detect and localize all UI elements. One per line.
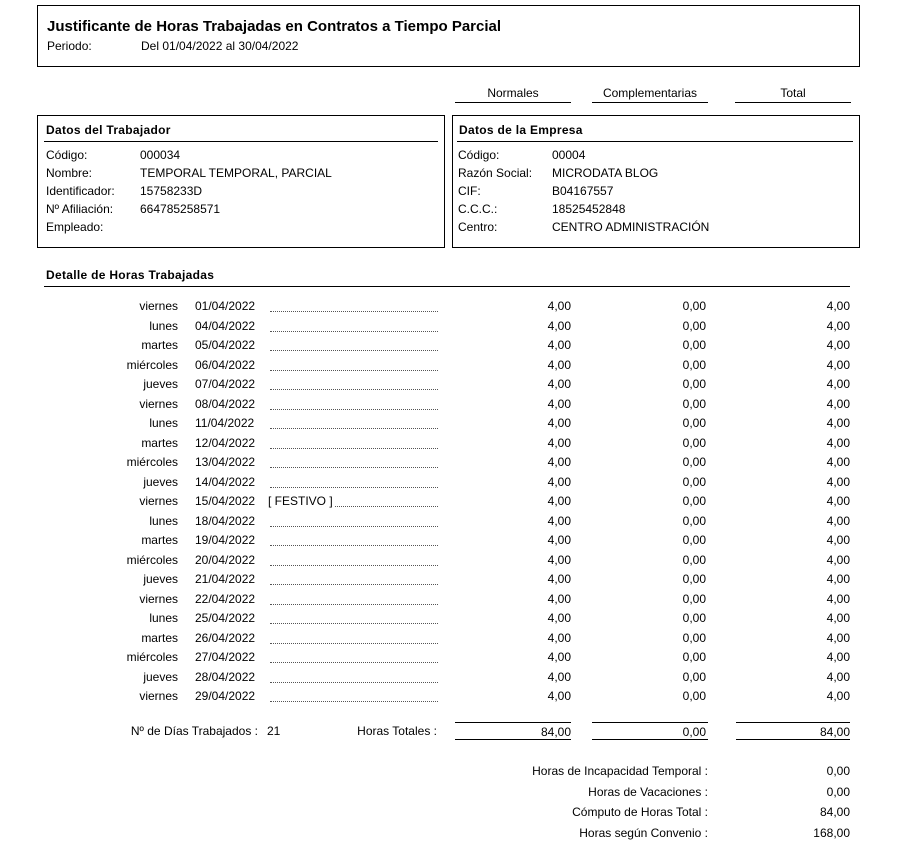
- row-dotted-leader: [270, 311, 438, 312]
- row-normales: 4,00: [547, 299, 571, 313]
- company-section-title: Datos de la Empresa: [459, 123, 583, 137]
- company-field-label: Razón Social:: [458, 166, 533, 180]
- row-total: 4,00: [826, 494, 850, 508]
- total-hours-label: Horas Totales :: [357, 724, 437, 738]
- row-normales: 4,00: [547, 572, 571, 586]
- column-header-total: Total: [780, 86, 806, 100]
- total-complementarias: 0,00: [682, 725, 706, 739]
- company-field-value: CENTRO ADMINISTRACIÓN: [552, 220, 710, 234]
- row-total: 4,00: [826, 513, 850, 528]
- row-dotted-leader: [270, 526, 438, 527]
- row-total: 4,00: [826, 357, 850, 372]
- detail-title-divider: [44, 286, 850, 287]
- summary-label: Horas de Vacaciones :: [588, 784, 708, 799]
- row-dotted-leader: [270, 701, 438, 702]
- row-day: miércoles: [126, 455, 178, 469]
- row-dotted-leader: [270, 623, 438, 624]
- row-total: 4,00: [826, 572, 850, 586]
- row-day: viernes: [139, 689, 178, 703]
- row-dotted-leader: [270, 467, 438, 468]
- worker-box: [37, 115, 445, 248]
- row-day: jueves: [143, 669, 178, 684]
- table-row: [0, 299, 902, 319]
- row-complementarias: 0,00: [682, 377, 706, 391]
- row-date: 22/04/2022: [195, 591, 256, 606]
- row-normales: 4,00: [547, 474, 571, 489]
- worker-field-value: 15758233D: [140, 184, 203, 198]
- table-row: [0, 592, 902, 612]
- row-total: 4,00: [826, 533, 850, 547]
- table-row: [0, 572, 902, 592]
- row-day: viernes: [139, 494, 178, 508]
- table-row: [0, 397, 902, 417]
- days-worked-label: Nº de Días Trabajados :: [130, 724, 258, 738]
- row-complementarias: 0,00: [682, 455, 706, 469]
- table-row: [0, 416, 902, 436]
- row-complementarias: 0,00: [682, 630, 706, 645]
- worker-field-value: TEMPORAL TEMPORAL, PARCIAL: [140, 166, 332, 180]
- row-dotted-leader: [270, 331, 438, 332]
- table-row: [0, 689, 902, 709]
- row-normales: 4,00: [547, 591, 571, 606]
- row-total: 4,00: [826, 591, 850, 606]
- row-total: 4,00: [826, 318, 850, 333]
- company-field-label: CIF:: [458, 184, 481, 198]
- row-total: 4,00: [826, 396, 850, 411]
- row-total: 4,00: [826, 474, 850, 489]
- row-complementarias: 0,00: [682, 357, 706, 372]
- summary-label: Horas de Incapacidad Temporal :: [532, 764, 708, 778]
- column-header-complementarias-underline: [592, 102, 708, 103]
- row-day: martes: [141, 435, 178, 450]
- summary-value: 84,00: [819, 805, 850, 819]
- detail-section-title: Detalle de Horas Trabajadas: [46, 268, 215, 282]
- row-dotted-leader: [270, 487, 438, 488]
- row-day: jueves: [143, 474, 178, 489]
- row-date: 25/04/2022: [195, 611, 256, 625]
- row-normales: 4,00: [547, 513, 571, 528]
- table-row: [0, 650, 902, 670]
- row-complementarias: 0,00: [682, 416, 706, 430]
- row-day: viernes: [139, 299, 178, 313]
- row-normales: 4,00: [547, 494, 571, 508]
- row-note: [ FESTIVO ]: [268, 494, 333, 508]
- row-normales: 4,00: [547, 435, 571, 450]
- table-row: [0, 338, 902, 358]
- row-date: 13/04/2022: [195, 455, 256, 469]
- summary-label: Horas según Convenio :: [579, 825, 708, 840]
- row-day: lunes: [149, 513, 178, 528]
- row-dotted-leader: [270, 448, 438, 449]
- totals-normales-line: [455, 722, 571, 723]
- row-day: jueves: [143, 572, 178, 586]
- totals-normales-bottom-line: [455, 739, 571, 740]
- company-field-value: B04167557: [552, 184, 614, 198]
- header-box: [37, 5, 860, 67]
- table-row: [0, 514, 902, 534]
- column-header-complementarias: Complementarias: [602, 86, 698, 100]
- company-title-divider: [457, 141, 853, 142]
- row-dotted-leader: [270, 370, 438, 371]
- row-normales: 4,00: [547, 650, 571, 664]
- row-complementarias: 0,00: [682, 338, 706, 352]
- row-complementarias: 0,00: [682, 552, 706, 567]
- row-date: 28/04/2022: [195, 669, 256, 684]
- row-date: 26/04/2022: [195, 630, 256, 645]
- row-date: 12/04/2022: [195, 435, 256, 450]
- table-row: [0, 377, 902, 397]
- row-date: 05/04/2022: [195, 338, 256, 352]
- row-normales: 4,00: [547, 338, 571, 352]
- row-day: viernes: [139, 396, 178, 411]
- worker-field-value: 000034: [140, 148, 181, 162]
- row-date: 06/04/2022: [195, 357, 256, 372]
- company-field-value: MICRODATA BLOG: [552, 166, 659, 180]
- row-complementarias: 0,00: [682, 513, 706, 528]
- row-total: 4,00: [826, 650, 850, 664]
- row-date: 14/04/2022: [195, 474, 256, 489]
- row-normales: 4,00: [547, 396, 571, 411]
- row-complementarias: 0,00: [682, 650, 706, 664]
- table-row: [0, 553, 902, 573]
- row-day: lunes: [149, 611, 178, 625]
- row-complementarias: 0,00: [682, 396, 706, 411]
- row-complementarias: 0,00: [682, 689, 706, 703]
- summary-value: 168,00: [813, 825, 850, 840]
- row-normales: 4,00: [547, 318, 571, 333]
- summary-value: 0,00: [826, 784, 850, 799]
- total-normales: 84,00: [540, 725, 571, 739]
- row-normales: 4,00: [547, 669, 571, 684]
- row-dotted-leader: [270, 604, 438, 605]
- column-header-total-underline: [735, 102, 851, 103]
- row-date: 08/04/2022: [195, 396, 256, 411]
- row-day: jueves: [143, 377, 178, 391]
- row-day: martes: [141, 630, 178, 645]
- row-complementarias: 0,00: [682, 318, 706, 333]
- totals-total-bottom-line: [736, 739, 850, 740]
- row-normales: 4,00: [547, 455, 571, 469]
- row-dotted-leader: [270, 409, 438, 410]
- row-date: 18/04/2022: [195, 513, 256, 528]
- row-normales: 4,00: [547, 552, 571, 567]
- row-date: 29/04/2022: [195, 689, 256, 703]
- row-normales: 4,00: [547, 357, 571, 372]
- table-row: [0, 611, 902, 631]
- row-dotted-leader: [270, 428, 438, 429]
- row-total: 4,00: [826, 416, 850, 430]
- row-day: miércoles: [126, 650, 178, 664]
- row-total: 4,00: [826, 338, 850, 352]
- column-header-normales-underline: [455, 102, 571, 103]
- row-total: 4,00: [826, 377, 850, 391]
- row-total: 4,00: [826, 455, 850, 469]
- row-normales: 4,00: [547, 533, 571, 547]
- row-dotted-leader: [270, 584, 438, 585]
- row-complementarias: 0,00: [682, 572, 706, 586]
- row-day: martes: [141, 338, 178, 352]
- table-row: [0, 436, 902, 456]
- row-day: miércoles: [126, 357, 178, 372]
- company-field-label: C.C.C.:: [458, 202, 498, 216]
- worker-field-label: Código:: [46, 148, 88, 162]
- row-date: 15/04/2022: [195, 494, 256, 508]
- table-row: [0, 631, 902, 651]
- row-dotted-leader: [270, 389, 438, 390]
- row-complementarias: 0,00: [682, 435, 706, 450]
- row-complementarias: 0,00: [682, 474, 706, 489]
- worker-field-label: Nombre:: [46, 166, 93, 180]
- table-row: [0, 475, 902, 495]
- row-total: 4,00: [826, 552, 850, 567]
- worker-field-label: Nº Afiliación:: [46, 202, 114, 216]
- worker-field-label: Identificador:: [46, 184, 115, 198]
- company-field-value: 00004: [552, 148, 586, 162]
- row-day: miércoles: [126, 552, 178, 567]
- row-complementarias: 0,00: [682, 591, 706, 606]
- row-normales: 4,00: [547, 416, 571, 430]
- row-complementarias: 0,00: [682, 299, 706, 313]
- row-date: 11/04/2022: [195, 416, 255, 430]
- row-total: 4,00: [826, 630, 850, 645]
- row-normales: 4,00: [547, 689, 571, 703]
- row-date: 20/04/2022: [195, 552, 256, 567]
- period-value: Del 01/04/2022 al 30/04/2022: [141, 39, 299, 53]
- worker-section-title: Datos del Trabajador: [46, 123, 171, 137]
- table-row: [0, 533, 902, 553]
- row-date: 01/04/2022: [195, 299, 256, 313]
- row-dotted-leader: [270, 662, 438, 663]
- totals-complementarias-bottom-line: [592, 739, 708, 740]
- row-dotted-leader: [270, 682, 438, 683]
- row-total: 4,00: [826, 669, 850, 684]
- column-header-normales: Normales: [487, 86, 539, 100]
- row-dotted-leader: [270, 565, 438, 566]
- total-total: 84,00: [819, 725, 850, 739]
- table-row: [0, 494, 902, 514]
- worker-field-label: Empleado:: [46, 220, 104, 234]
- company-field-label: Código:: [458, 148, 500, 162]
- row-day: lunes: [149, 416, 178, 430]
- row-total: 4,00: [826, 689, 850, 703]
- row-day: lunes: [149, 318, 178, 333]
- company-field-value: 18525452848: [552, 202, 626, 216]
- row-complementarias: 0,00: [682, 533, 706, 547]
- row-total: 4,00: [826, 435, 850, 450]
- days-worked-value: 21: [267, 724, 281, 738]
- row-normales: 4,00: [547, 611, 571, 625]
- row-complementarias: 0,00: [682, 611, 706, 625]
- row-day: martes: [141, 533, 178, 547]
- table-row: [0, 358, 902, 378]
- summary-value: 0,00: [826, 764, 850, 778]
- worker-title-divider: [44, 141, 438, 142]
- row-date: 27/04/2022: [195, 650, 256, 664]
- table-row: [0, 670, 902, 690]
- row-date: 21/04/2022: [195, 572, 256, 586]
- row-dotted-leader: [270, 643, 438, 644]
- table-row: [0, 455, 902, 475]
- period-label: Periodo:: [47, 39, 92, 53]
- table-row: [0, 319, 902, 339]
- row-total: 4,00: [826, 299, 850, 313]
- row-complementarias: 0,00: [682, 494, 706, 508]
- row-dotted-leader: [270, 545, 438, 546]
- row-date: 04/04/2022: [195, 318, 256, 333]
- row-complementarias: 0,00: [682, 669, 706, 684]
- document-title: Justificante de Horas Trabajadas en Contratos a Tiempo Parcial: [47, 18, 502, 35]
- company-box: [452, 115, 860, 248]
- totals-complementarias-line: [592, 722, 708, 723]
- row-day: viernes: [139, 591, 178, 606]
- row-date: 19/04/2022: [195, 533, 256, 547]
- company-field-label: Centro:: [458, 220, 498, 234]
- row-dotted-leader: [270, 350, 438, 351]
- summary-label: Cómputo de Horas Total :: [572, 805, 708, 819]
- row-normales: 4,00: [547, 630, 571, 645]
- worker-field-value: 664785258571: [140, 202, 221, 216]
- row-date: 07/04/2022: [195, 377, 256, 391]
- row-normales: 4,00: [547, 377, 571, 391]
- row-total: 4,00: [826, 611, 850, 625]
- totals-total-line: [736, 722, 850, 723]
